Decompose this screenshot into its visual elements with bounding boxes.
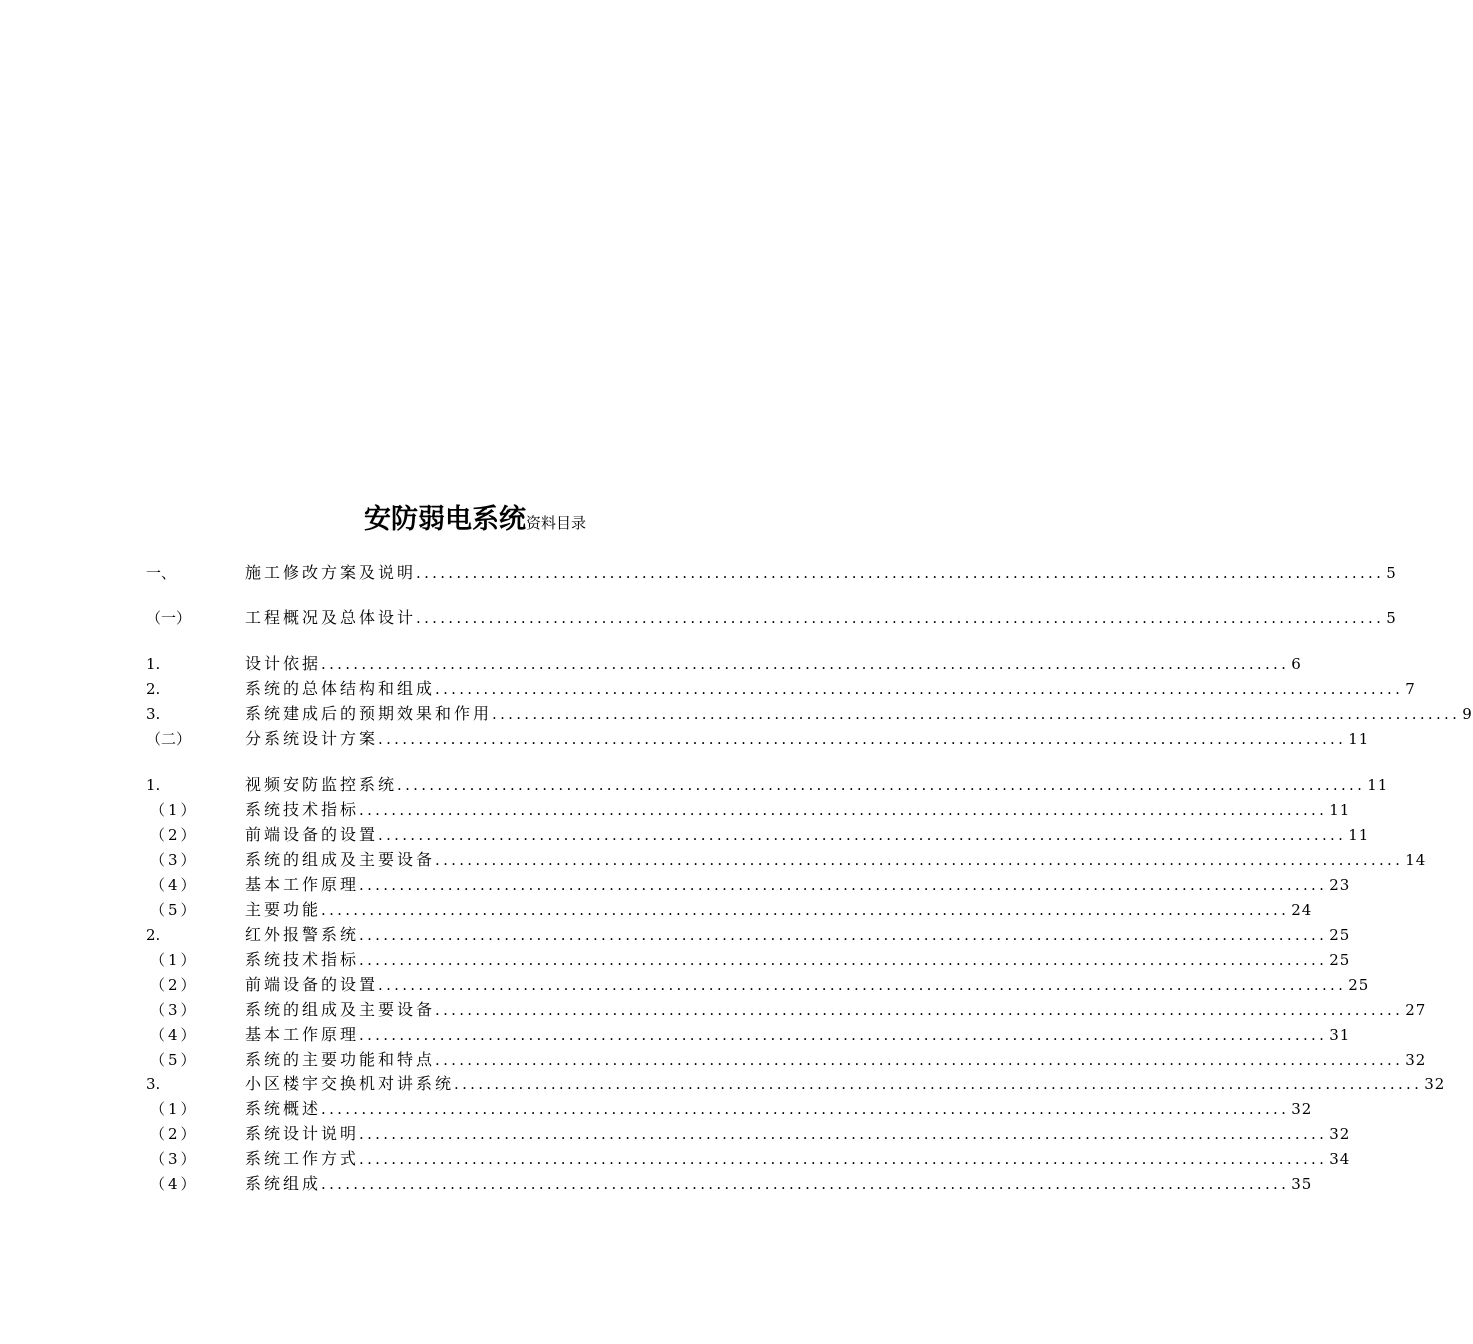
toc-entry-label: 视频安防监控系统 <box>245 775 398 794</box>
toc-entry-number: （3） <box>150 851 199 869</box>
toc-entry-page-number: 7 <box>1405 680 1416 698</box>
toc-entry-label: 系统工作方式 <box>245 1149 360 1168</box>
toc-entry-label: 设计依据 <box>245 654 322 673</box>
toc-entry-label: 小区楼宇交换机对讲系统 <box>245 1074 455 1093</box>
toc-entry-label: 系统建成后的预期效果和作用 <box>245 704 493 723</box>
toc-entry <box>0 973 1370 997</box>
toc-entry-body <box>245 973 1370 997</box>
toc-entry <box>0 702 1473 726</box>
toc-entry-label: 红外报警系统 <box>245 925 360 944</box>
toc-entry-label: 系统的组成及主要设备 <box>245 850 436 869</box>
dot-leader: ........................................................................................................................ <box>435 851 1404 869</box>
toc-entry-label: 基本工作原理 <box>245 1025 360 1044</box>
toc-entry <box>0 1147 1351 1171</box>
dot-leader: ........................................................................................................................ <box>359 876 1328 894</box>
toc-entry-page-number: 11 <box>1348 730 1370 748</box>
dot-leader: ........................................................................................................................ <box>378 976 1347 994</box>
toc-entry-page-number: 32 <box>1329 1125 1351 1143</box>
dot-leader: ........................................................................................................................ <box>321 1175 1290 1193</box>
dot-leader: ........................................................................................................................ <box>359 951 1328 969</box>
toc-entry-number: （4） <box>150 1026 199 1044</box>
dot-leader: ........................................................................................................................ <box>359 1125 1328 1143</box>
toc-entry-page-number: 27 <box>1405 1001 1427 1019</box>
toc-entry-page-number: 31 <box>1329 1026 1351 1044</box>
toc-entry-number: 2. <box>146 926 161 944</box>
toc-entry-page-number: 34 <box>1329 1150 1351 1168</box>
toc-entry-number: （3） <box>150 1150 199 1168</box>
toc-entry-body <box>245 652 1302 676</box>
toc-entry-body <box>245 798 1351 822</box>
toc-entry-body <box>245 998 1427 1022</box>
toc-entry-page-number: 5 <box>1386 609 1397 627</box>
toc-entry-number: （一） <box>146 609 192 627</box>
toc-entry-label: 系统概述 <box>245 1099 322 1118</box>
toc-entry <box>0 773 1389 797</box>
dot-leader: ........................................................................................................................ <box>321 1100 1290 1118</box>
toc-entry-page-number: 25 <box>1348 976 1370 994</box>
toc-entry <box>0 1097 1313 1121</box>
toc-entry-body <box>245 1172 1313 1196</box>
toc-entry-number: （5） <box>150 901 199 919</box>
toc-entry <box>0 848 1427 872</box>
toc-entry-number: （2） <box>150 826 199 844</box>
toc-entry-body <box>245 727 1370 751</box>
toc-entry-label: 工程概况及总体设计 <box>245 608 417 627</box>
title-main: 安防弱电系统 <box>363 504 526 535</box>
dot-leader: ........................................................................................................................ <box>321 655 1290 673</box>
toc-entry-page-number: 14 <box>1405 851 1427 869</box>
toc-entry-body <box>245 773 1389 797</box>
toc-entry-page-number: 32 <box>1291 1100 1313 1118</box>
toc-entry-body <box>245 1048 1427 1072</box>
toc-entry-page-number: 5 <box>1386 564 1397 582</box>
toc-entry-number: 3. <box>146 705 161 723</box>
toc-entry-body <box>245 561 1397 585</box>
toc-entry-body <box>245 1147 1351 1171</box>
toc-entry-label: 基本工作原理 <box>245 875 360 894</box>
dot-leader: ........................................................................................................................ <box>454 1075 1423 1093</box>
toc-entry-label: 前端设备的设置 <box>245 975 379 994</box>
dot-leader: ........................................................................................................................ <box>359 926 1328 944</box>
toc-entry-number: 一、 <box>146 564 177 582</box>
toc-entry-body <box>245 1072 1446 1096</box>
toc-entry <box>0 727 1370 751</box>
toc-entry-body <box>245 823 1370 847</box>
toc-entry <box>0 1122 1351 1146</box>
toc-entry-label: 前端设备的设置 <box>245 825 379 844</box>
toc-entry-number: 1. <box>146 776 161 794</box>
toc-entry <box>0 1172 1313 1196</box>
toc-entry <box>0 1023 1351 1047</box>
toc-entry-label: 系统技术指标 <box>245 800 360 819</box>
dot-leader: ........................................................................................................................ <box>359 801 1328 819</box>
toc-entry <box>0 677 1416 701</box>
toc-entry-label: 系统的总体结构和组成 <box>245 679 436 698</box>
dot-leader: ........................................................................................................................ <box>378 730 1347 748</box>
toc-entry-label: 系统设计说明 <box>245 1124 360 1143</box>
toc-entry-page-number: 24 <box>1291 901 1313 919</box>
toc-entry-label: 系统技术指标 <box>245 950 360 969</box>
toc-entry <box>0 998 1427 1022</box>
toc-entry-number: （1） <box>150 1100 199 1118</box>
toc-entry-body <box>245 1023 1351 1047</box>
title-sub: 资料目录 <box>525 514 586 532</box>
toc-entry <box>0 873 1351 897</box>
toc-entry <box>0 948 1351 972</box>
toc-entry-body <box>245 923 1351 947</box>
toc-entry-number: （1） <box>150 951 199 969</box>
toc-entry-number: （2） <box>150 1125 199 1143</box>
toc-entry-number: （二） <box>146 730 192 748</box>
toc-entry-page-number: 25 <box>1329 926 1351 944</box>
dot-leader: ........................................................................................................................ <box>416 564 1385 582</box>
toc-entry-page-number: 11 <box>1348 826 1370 844</box>
toc-entry-body <box>245 848 1427 872</box>
toc-entry <box>0 898 1313 922</box>
dot-leader: ........................................................................................................................ <box>321 901 1290 919</box>
toc-entry-body <box>245 873 1351 897</box>
toc-entry-body <box>245 898 1313 922</box>
toc-entry-number: 1. <box>146 655 161 673</box>
toc-entry <box>0 561 1397 585</box>
toc-entry-body <box>245 1097 1313 1121</box>
toc-entry-number: 2. <box>146 680 161 698</box>
toc-entry <box>0 652 1302 676</box>
toc-entry-number: （2） <box>150 976 199 994</box>
toc-entry-page-number: 9 <box>1462 705 1473 723</box>
toc-entry-number: 3. <box>146 1075 161 1093</box>
toc-entry-label: 施工修改方案及说明 <box>245 563 417 582</box>
toc-entry <box>0 923 1351 947</box>
toc-entry-body <box>245 948 1351 972</box>
toc-entry <box>0 606 1397 630</box>
toc-entry <box>0 798 1351 822</box>
toc-entry <box>0 823 1370 847</box>
toc-entry-number: （3） <box>150 1001 199 1019</box>
toc-entry-body <box>245 677 1416 701</box>
toc-entry-page-number: 23 <box>1329 876 1351 894</box>
toc-entry-label: 主要功能 <box>245 900 322 919</box>
toc-entry-page-number: 11 <box>1367 776 1389 794</box>
dot-leader: ........................................................................................................................ <box>416 609 1385 627</box>
toc-entry-page-number: 11 <box>1329 801 1351 819</box>
toc-entry-number: （5） <box>150 1051 199 1069</box>
toc-entry-body <box>245 1122 1351 1146</box>
dot-leader: ........................................................................................................................ <box>435 1001 1404 1019</box>
dot-leader: ........................................................................................................................ <box>359 1026 1328 1044</box>
toc-entry-body <box>245 606 1397 630</box>
toc-entry-page-number: 32 <box>1405 1051 1427 1069</box>
toc-entry-page-number: 6 <box>1291 655 1302 673</box>
dot-leader: ........................................................................................................................ <box>435 680 1404 698</box>
toc-entry-page-number: 32 <box>1424 1075 1446 1093</box>
toc-entry-label: 分系统设计方案 <box>245 729 379 748</box>
page-title <box>0 497 950 536</box>
toc-entry-number: （1） <box>150 801 199 819</box>
toc-entry-body <box>245 702 1473 726</box>
dot-leader: ........................................................................................................................ <box>435 1051 1404 1069</box>
toc-entry-number: （4） <box>150 1175 199 1193</box>
dot-leader: ........................................................................................................................ <box>378 826 1347 844</box>
toc-entry-label: 系统的主要功能和特点 <box>245 1050 436 1069</box>
dot-leader: ........................................................................................................................ <box>397 776 1366 794</box>
toc-entry-label: 系统的组成及主要设备 <box>245 1000 436 1019</box>
dot-leader: ........................................................................................................................ <box>359 1150 1328 1168</box>
toc-entry <box>0 1048 1427 1072</box>
toc-entry-number: （4） <box>150 876 199 894</box>
toc-entry <box>0 1072 1446 1096</box>
toc-entry-label: 系统组成 <box>245 1174 322 1193</box>
toc-entry-page-number: 35 <box>1291 1175 1313 1193</box>
dot-leader: ........................................................................................................................ <box>492 705 1461 723</box>
toc-entry-page-number: 25 <box>1329 951 1351 969</box>
